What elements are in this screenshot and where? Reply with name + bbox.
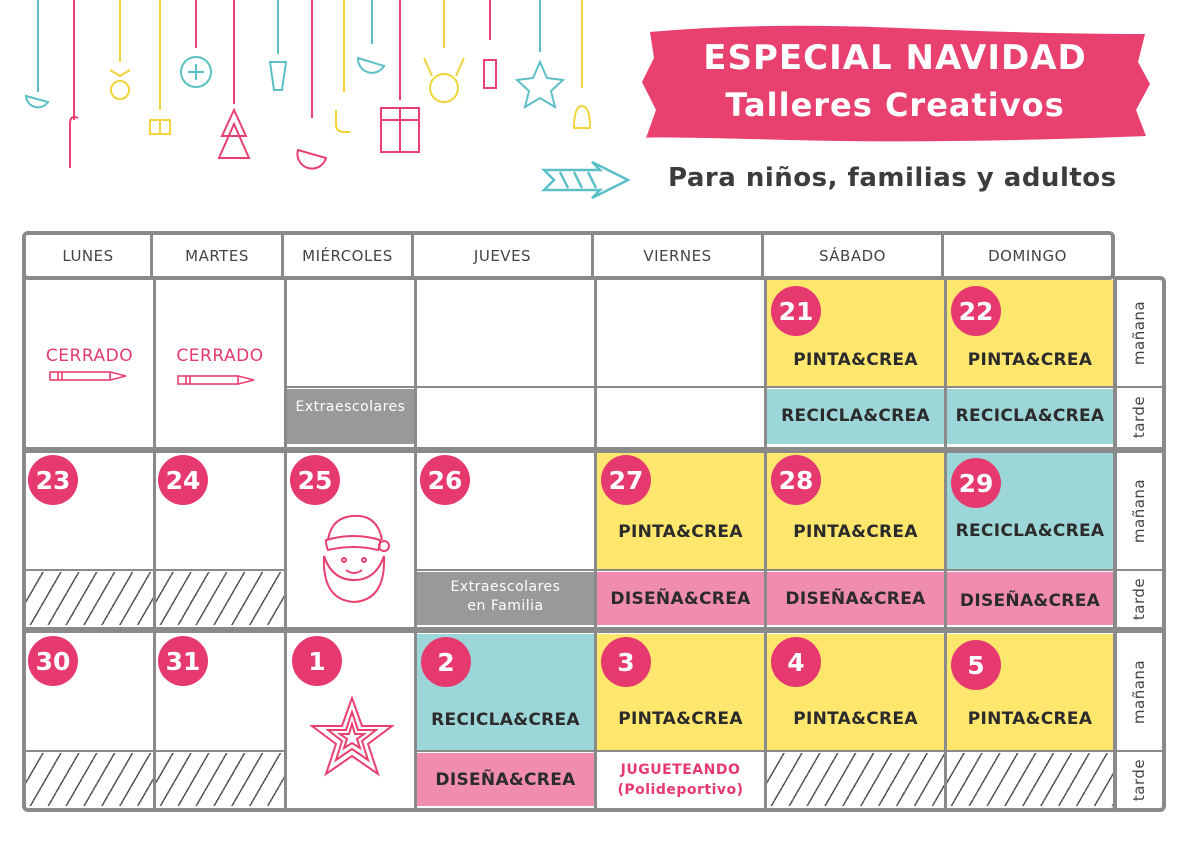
pencil-icon [176, 372, 258, 388]
closed-label-tuesday: CERRADO [176, 346, 264, 366]
day-number-3: 3 [601, 637, 651, 687]
polideportivo-label: (Polideportivo) [617, 782, 744, 798]
activity-label: PINTA&CREA [618, 522, 743, 542]
header-wednesday: MIÉRCOLES [284, 235, 414, 276]
slot-label-afternoon: tarde [1130, 577, 1149, 620]
activity-label: RECICLA&CREA [955, 406, 1105, 426]
header-sunday: DOMINGO [988, 246, 1067, 265]
day-number-2: 2 [421, 637, 471, 687]
header-monday: LUNES [26, 235, 153, 276]
page-subtitle-banner: Talleres Creativos [725, 86, 1065, 124]
page-title: ESPECIAL NAVIDAD [703, 38, 1087, 78]
day-number-21: 21 [771, 286, 821, 336]
slot-label-morning: mañana [1130, 659, 1149, 725]
slot-label-morning: mañana [1130, 300, 1149, 366]
extraescolares-label: Extraescolares [295, 399, 406, 415]
jugueteando-label: JUGUETEANDO [620, 762, 741, 778]
activity-label: DISEÑA&CREA [435, 770, 576, 790]
day-number-5: 5 [951, 640, 1001, 690]
day-number-4: 4 [771, 637, 821, 687]
day-number-1: 1 [292, 636, 342, 686]
activity-label: PINTA&CREA [618, 709, 743, 729]
activity-label: PINTA&CREA [967, 350, 1093, 370]
slot-label-afternoon: tarde [1130, 758, 1149, 801]
activity-label: DISEÑA&CREA [785, 589, 926, 609]
slot-label-morning: mañana [1130, 478, 1149, 544]
slot-label-afternoon: tarde [1130, 395, 1149, 438]
pencil-icon [48, 368, 130, 384]
star-icon [308, 696, 396, 778]
activity-label: PINTA&CREA [793, 522, 918, 542]
closed-label-monday: CERRADO [45, 346, 134, 366]
audience-subtitle: Para niños, familias y adultos [668, 163, 1117, 193]
activity-label: PINTA&CREA [793, 350, 918, 370]
day-number-27: 27 [601, 455, 651, 505]
activity-label: RECICLA&CREA [955, 521, 1105, 541]
day-number-23: 23 [28, 455, 78, 505]
activity-label: DISEÑA&CREA [959, 591, 1101, 611]
day-number-22: 22 [951, 286, 1001, 336]
header-thursday: JUEVES [414, 235, 594, 276]
day-number-28: 28 [771, 455, 821, 505]
extraescolares-familia-line2: en Familia [467, 598, 544, 614]
activity-label: PINTA&CREA [793, 709, 918, 729]
header-saturday: SÁBADO [764, 235, 944, 276]
santa-claus-icon [316, 510, 392, 610]
activity-label: RECICLA&CREA [781, 406, 930, 426]
activity-label: RECICLA&CREA [431, 710, 580, 730]
day-number-24: 24 [158, 455, 208, 505]
header-tuesday: MARTES [153, 235, 284, 276]
day-number-26: 26 [420, 455, 470, 505]
header-friday: VIERNES [594, 235, 764, 276]
day-number-29: 29 [951, 458, 1001, 508]
day-number-31: 31 [158, 636, 208, 686]
hanging-ornaments [0, 0, 620, 210]
arrow-icon [540, 160, 632, 200]
day-number-30: 30 [28, 636, 78, 686]
day-number-25: 25 [290, 455, 340, 505]
activity-label: DISEÑA&CREA [610, 589, 751, 609]
extraescolares-familia-line1: Extraescolares [450, 579, 561, 595]
activity-label: PINTA&CREA [967, 709, 1093, 729]
